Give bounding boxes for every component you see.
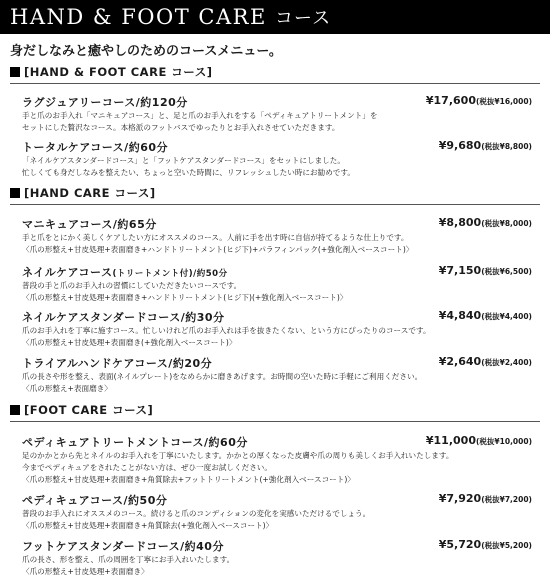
- course-item: [22, 434, 540, 486]
- course-price: [439, 355, 532, 368]
- course-item: [22, 538, 540, 578]
- course-name-suffix: (トリートメント付)/約50分: [112, 269, 228, 279]
- description-line: 〈爪の形整え+甘皮処理+表面磨き+角質除去(+強化剤入ベースコート)〉: [22, 521, 274, 530]
- section-marker-icon: [10, 405, 20, 415]
- price-value: ¥9,680: [438, 139, 482, 152]
- description-line: 「ネイルケアスタンダードコース」と「フットケアスタンダードコース」をセットにしました。: [22, 156, 345, 165]
- description-line: 〈爪の形整え+甘皮処理+表面磨き(+強化剤入ベースコート)〉: [22, 338, 237, 347]
- course-description: [22, 232, 540, 256]
- description-line: 足のかかとから先とネイルのお手入れを丁寧にいたします。かかとの厚くなった皮膚や爪の周りも美しくお手入れいたします。: [22, 451, 454, 460]
- course-item: [22, 355, 540, 395]
- course-name: [22, 538, 224, 554]
- course-name-text: ペディキュアコース/約50分: [22, 494, 168, 507]
- page-subtitle: 身だしなみと癒やしのためのコースメニュー。: [10, 44, 282, 59]
- course-description: [22, 508, 540, 532]
- description-line: 忙しくても身だしなみを整えたい、ちょっと空いた時間に、リフレッシュしたい時にお勧めです。: [22, 168, 355, 177]
- course-item: [22, 139, 540, 179]
- price-tax: (税抜¥8,800): [481, 142, 532, 151]
- section-heading-hand: [10, 185, 540, 205]
- course-price: [426, 434, 532, 447]
- price-value: ¥11,000: [425, 434, 476, 447]
- section-heading-foot: [10, 402, 540, 422]
- description-line: 〈爪の形整え+甘皮処理+表面磨き+ハンドトリートメント(ヒジ下)+パラフィンパック(+強化剤入ベースコート)〉: [22, 245, 414, 254]
- course-name: [22, 309, 225, 325]
- course-name: [22, 264, 228, 280]
- price-tax: (税抜¥2,400): [481, 358, 532, 367]
- course-price: [439, 309, 532, 322]
- course-price: [439, 538, 532, 551]
- price-tax: (税抜¥4,400): [481, 312, 532, 321]
- page-title-en: HAND & FOOT CARE: [10, 5, 275, 29]
- course-description: [22, 325, 540, 349]
- price-value: ¥5,720: [438, 538, 482, 551]
- course-price: [426, 94, 532, 107]
- course-name-text: ネイルケアスタンダードコース/約30分: [22, 311, 225, 324]
- price-value: ¥8,800: [438, 216, 482, 229]
- course-description: [22, 554, 540, 578]
- description-line: 〈爪の形整え+甘皮処理+表面磨き+角質除去+フットトリートメント(+強化剤入ベースコート)〉: [22, 475, 355, 484]
- course-item: [22, 216, 540, 256]
- price-tax: (税抜¥6,500): [481, 267, 532, 276]
- course-description: [22, 450, 540, 486]
- price-tax: (税抜¥16,000): [475, 97, 532, 106]
- description-line: 普段のお手入れにオススメのコース。続けると爪のコンディションの変化を実感いただけるでしょう。: [22, 509, 371, 518]
- course-description: [22, 371, 540, 395]
- page-title-jp: コース: [274, 8, 332, 29]
- section-heading-hand-foot: [10, 64, 540, 84]
- course-name-text: マニキュアコース/約65分: [22, 218, 157, 231]
- course-name: [22, 216, 157, 232]
- price-tax: (税抜¥10,000): [475, 437, 532, 446]
- description-line: 〈爪の形整え+甘皮処理+表面磨き〉: [22, 567, 149, 576]
- course-price: [439, 492, 532, 505]
- course-name: [22, 492, 167, 508]
- section-marker-icon: [10, 188, 20, 198]
- course-price: [439, 264, 532, 277]
- price-value: ¥7,150: [438, 264, 482, 277]
- course-item: [22, 94, 540, 134]
- description-line: 爪の長さ、形を整え、爪の周囲を丁寧にお手入れいたします。: [22, 555, 235, 564]
- course-name-text: トライアルハンドケアコース/約20分: [22, 357, 213, 370]
- price-tax: (税抜¥8,000): [481, 219, 532, 228]
- course-item: [22, 309, 540, 349]
- header-bar: [0, 0, 550, 34]
- price-value: ¥4,840: [438, 309, 482, 322]
- section-heading-text: [FOOT CARE コース]: [24, 403, 154, 417]
- price-value: ¥2,640: [438, 355, 482, 368]
- course-item: [22, 264, 540, 304]
- course-description: [22, 280, 540, 304]
- page-title: [10, 4, 331, 30]
- course-price: [439, 139, 532, 152]
- course-name-text: フットケアスタンダードコース/約40分: [22, 540, 224, 553]
- course-description: [22, 110, 540, 134]
- course-name-text: ラグジュアリーコース/約120分: [22, 96, 188, 109]
- section-heading-text: [HAND & FOOT CARE コース]: [24, 65, 213, 79]
- section-heading-text: [HAND CARE コース]: [24, 186, 156, 200]
- price-value: ¥17,600: [425, 94, 476, 107]
- course-name-text: ペディキュアトリートメントコース/約60分: [22, 436, 248, 449]
- description-line: 手と爪をとにかく美しくケアしたい方にオススメのコース。人前に手を出す時に自信が持てるような仕上りです。: [22, 233, 409, 242]
- description-line: 今までペディキュアをされたことがない方は、ぜひ一度お試しください。: [22, 463, 272, 472]
- course-price: [439, 216, 532, 229]
- course-description: [22, 155, 540, 179]
- price-tax: (税抜¥7,200): [481, 495, 532, 504]
- price-tax: (税抜¥5,200): [481, 541, 532, 550]
- description-line: セットにした贅沢なコース。本格派のフットバスでゆったりとお手入れさせていただきます。: [22, 123, 340, 132]
- course-name-text: ネイルケアコース: [22, 266, 113, 279]
- description-line: 〈爪の形整え+表面磨き〉: [22, 384, 112, 393]
- course-name-text: トータルケアコース/約60分: [22, 141, 169, 154]
- course-item: [22, 492, 540, 532]
- price-value: ¥7,920: [438, 492, 482, 505]
- section-marker-icon: [10, 67, 20, 77]
- description-line: 普段の手と爪のお手入れの習慣にしていただきたいコースです。: [22, 281, 242, 290]
- description-line: 爪の長さや形を整え、表面(ネイルプレート)をなめらかに磨きあげます。お時間の空いた時に手軽にご利用ください。: [22, 372, 423, 381]
- description-line: 手と爪のお手入れ「マニキュアコース」と、足と爪のお手入れをする「ペディキュアトリートメント」を: [22, 111, 378, 120]
- description-line: 〈爪の形整え+甘皮処理+表面磨き+ハンドトリートメント(ヒジ下)(+強化剤入ベースコート)〉: [22, 293, 348, 302]
- description-line: 爪のお手入れを丁寧に施すコース。忙しいけれど爪のお手入れは手を抜きたくない、という方にぴったりのコースです。: [22, 326, 431, 335]
- course-name: [22, 434, 248, 450]
- course-name: [22, 139, 168, 155]
- course-name: [22, 94, 188, 110]
- course-name: [22, 355, 212, 371]
